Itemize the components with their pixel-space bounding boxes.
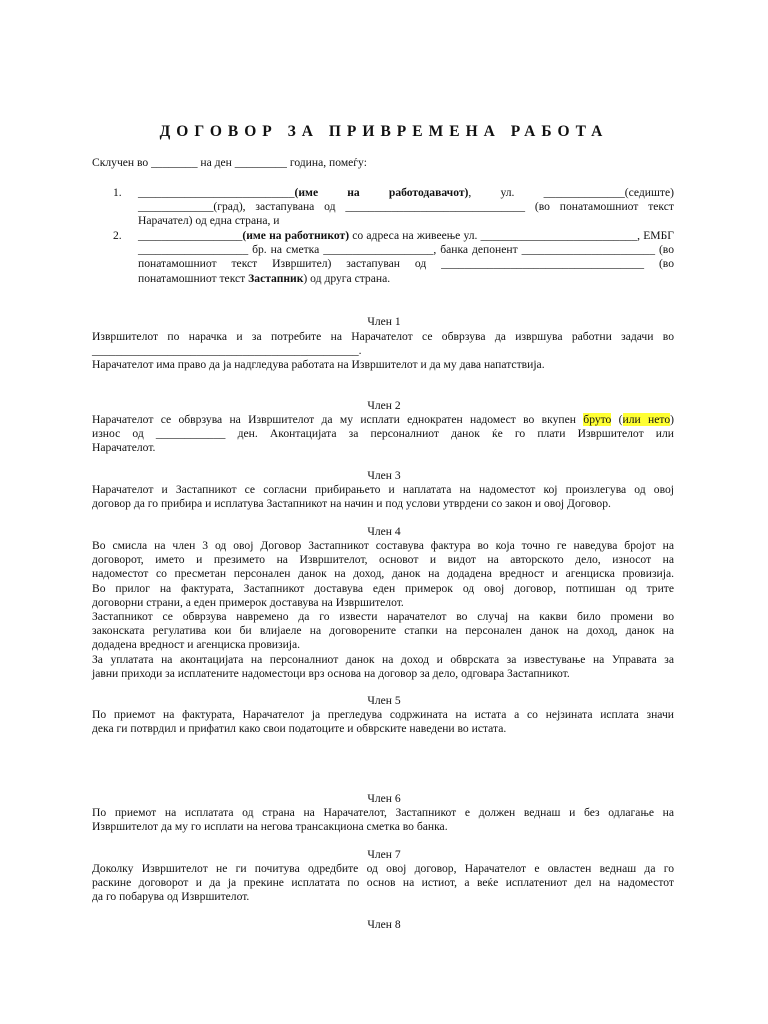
article3-line: договор да го прибира и исплатува Застапникот на начин и под услови утврдени со закон и овој Договор. xyxy=(92,497,611,511)
article6-line: Извршителот да му го исплати на негова трансакциона сметка во банка. xyxy=(92,820,448,834)
article8-heading: Член 8 xyxy=(367,918,401,931)
party2-line1 xyxy=(138,229,640,242)
article1-body xyxy=(92,330,674,373)
agent-label: Застапник xyxy=(248,271,304,285)
article5-heading: Член 5 xyxy=(367,694,401,707)
article7-line: раскине договорот и да ја прекине исплатата по основ на истиот, а веќе исплатениот дел на надоместот xyxy=(92,876,674,890)
article4-line: надоместот со пресметан персонален данок на доход, данок на додадена вредност и агенциска провизија. xyxy=(92,567,674,581)
article1-line: ______________________________________________. xyxy=(92,344,362,358)
intro-line: Склучен во ________ на ден _________ година, помеѓу: xyxy=(92,156,367,169)
party2-closing: ) од друга страна. xyxy=(303,271,391,285)
article1-line: Нарачателот има право да ја надгледува работата на Извршителот и да му дава напатствија. xyxy=(92,358,545,372)
article5-line: По приемот на фактурата, Нарачателот ја прегледува содржината на истата а со нејзината исплата значи xyxy=(92,708,674,721)
agent-blank: ___________________________________ (во понатамошниот текст xyxy=(138,257,674,285)
article2-text: ( xyxy=(611,413,623,426)
article4-heading: Член 4 xyxy=(367,525,401,538)
party1-line1 xyxy=(138,186,674,199)
article3-line: Нарачателот и Застапникот се согласни прибирањето и наплатата на надоместот кој произлегува од овој xyxy=(92,483,674,496)
document-title: ДОГОВОР ЗА ПРИВРЕМЕНА РАБОТА xyxy=(159,123,609,140)
article7-line: да го побарува од Извршителот. xyxy=(92,890,250,904)
article4-line: Во прилог на фактурата, Застапникот доставува еден примерок од овој договор, потпишан од трите xyxy=(92,581,674,595)
worker-name-label: (име на работникот) xyxy=(242,229,350,242)
article5-body xyxy=(92,708,674,736)
article7-line: Доколку Извршителот не ги почитува одредбите од овој договор, Нарачателот е овластен веднаш да го xyxy=(92,862,674,875)
article1-line: Извршителот по нарачка и за потребите на Нарачателот се обврзува да извршува работни задачи во xyxy=(92,330,674,343)
employer-name-blank: ___________________________ xyxy=(138,186,295,199)
party2-block xyxy=(138,229,674,286)
article6-heading: Член 6 xyxy=(367,792,401,805)
article4-line: договорот, името и презимето на Извршителот, основот и видот на авторското дело, износот на xyxy=(92,553,674,567)
gross-highlight: бруто xyxy=(583,413,612,426)
article4-line: За уплатата на аконтацијата на персоналниот данок на доход и обврската за известување на Управата за xyxy=(92,652,674,666)
article5-line: дека ги потврдил и прифатил како свои податоците и обврските наведени во истата. xyxy=(92,722,507,736)
party1-number: 1. xyxy=(113,186,122,199)
article2-text: ) xyxy=(670,413,674,426)
party1-line3: Нарачател) од една страна, и xyxy=(138,214,280,228)
article3-body xyxy=(92,483,674,511)
article4-line: Во смисла на член 3 од овој Договор Застапникот составува фактура во која точно ге наведува бројот на xyxy=(92,539,674,552)
article6-body xyxy=(92,806,674,834)
employer-name-label: (име на работодавачот) xyxy=(294,186,469,199)
net-highlight: или нето xyxy=(622,413,671,426)
worker-address: со адреса на живеење ул. ___________________________, xyxy=(349,229,641,242)
article4-line: јавни приходи за исплатените надоместоци врз основа на договор за дело, одговара Застапникот. xyxy=(92,666,570,680)
worker-name-blank: __________________ xyxy=(138,229,243,242)
article2-heading: Член 2 xyxy=(367,399,401,412)
article2-line: износ од ____________ ден. Аконтацијата за персоналниот данок ќе го плати Извршителот или xyxy=(92,427,674,441)
article2-line xyxy=(92,413,674,427)
party2-line2: ЕМБГ ___________________ бр. на сметка ___________________, банка депонент xyxy=(138,229,674,257)
employer-address: , ул. ______________(седиште) xyxy=(468,186,674,199)
article2-line: Нарачателот. xyxy=(92,441,156,455)
article7-heading: Член 7 xyxy=(367,848,401,861)
article1-heading: Член 1 xyxy=(367,315,401,328)
article4-body xyxy=(92,539,674,681)
article2-text: Нарачателот се обврзува на Извршителот да му исплати еднократен надомест во вкупен xyxy=(92,413,584,426)
party2-number: 2. xyxy=(113,229,122,242)
party1-block xyxy=(138,186,674,229)
article4-line: законската регулатива кои би влијаеле на договорените стапки на персонален данок на доход, данок на xyxy=(92,624,674,638)
article3-heading: Член 3 xyxy=(367,469,401,482)
article4-line: додадена вредност и агенциска провизија. xyxy=(92,638,301,652)
article2-body xyxy=(92,413,674,456)
party1-line2: _____________(град), застапувана од _______________________________ (во понатамошниот текст xyxy=(138,200,674,214)
article4-line: договорни страни, а еден примерок доставува на Извршителот. xyxy=(92,595,404,609)
article6-line: По приемот на исплатата од страна на Нарачателот, Застапникот е должен веднаш и без одлагање на xyxy=(92,806,674,819)
article4-line: Застапникот се обврзува навремено да го извести нарачателот во случај на какви било промени во xyxy=(92,610,674,624)
party2-line3: _______________________ (во понатамошниот текст Извршител) застапуван од xyxy=(138,243,674,271)
article7-body xyxy=(92,862,674,905)
